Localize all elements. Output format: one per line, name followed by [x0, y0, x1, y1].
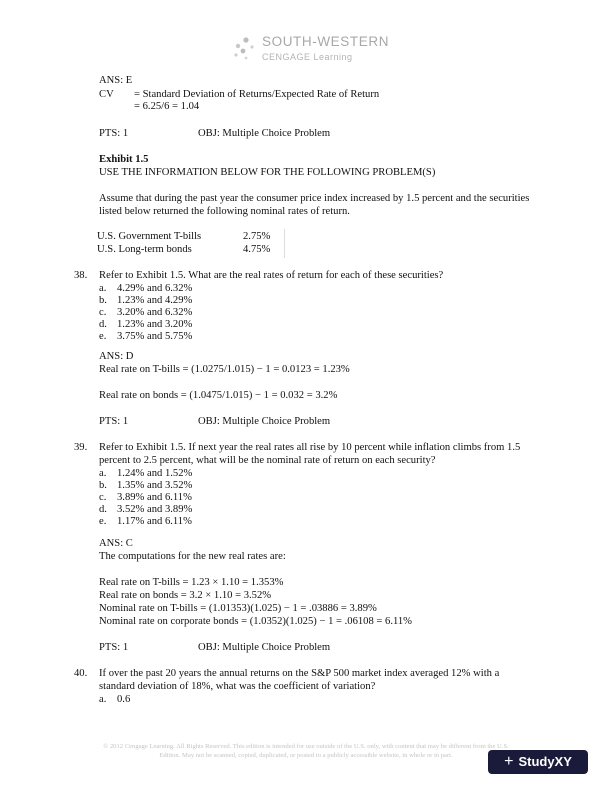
exhibit-row-label: U.S. Long-term bonds — [97, 244, 192, 255]
cv-formula-line1: = Standard Deviation of Returns/Expected Rate of Return — [134, 89, 380, 100]
copyright-line1: © 2012 Cengage Learning. All Rights Reserved. This edition is intended for use outside of the U.S. only, with content that may be different from the U.S. — [103, 743, 509, 750]
prev-answer: ANS: E — [99, 75, 133, 86]
question-text-line1: If over the past 20 years the annual returns on the S&P 500 market index averaged 12% with a — [99, 668, 500, 679]
solution-line: Nominal rate on corporate bonds = (1.0352)(1.025) − 1 = .06108 = 6.11% — [99, 616, 413, 627]
solution-intro: The computations for the new real rates are: — [99, 551, 286, 562]
choice-letter: a. — [99, 283, 107, 294]
choice-text: 3.89% and 6.11% — [117, 492, 192, 503]
answer-key: ANS: C — [99, 538, 133, 549]
cv-label: CV — [99, 89, 114, 100]
choice-text: 1.23% and 4.29% — [117, 295, 193, 306]
question-text: Refer to Exhibit 1.5. What are the real rates of return for each of these securities? — [99, 270, 444, 281]
logo-line2: CENGAGE Learning — [262, 52, 353, 62]
exhibit-row-value: 2.75% — [243, 231, 271, 242]
copyright-line2: Edition. May not be scanned, copied, duplicated, or posted to a publicly accessible website, in whole or in part. — [159, 752, 453, 759]
choice-letter: c. — [99, 492, 107, 503]
points: PTS: 1 — [99, 416, 129, 427]
question-number: 38. — [74, 270, 88, 281]
choice-letter: b. — [99, 480, 107, 491]
choice-text: 3.20% and 6.32% — [117, 307, 193, 318]
choice-letter: d. — [99, 319, 107, 330]
choice-letter: a. — [99, 694, 107, 705]
exhibit-text-line1: Assume that during the past year the consumer price index increased by 1.5 percent and the securities — [99, 193, 530, 204]
choice-letter: d. — [99, 504, 107, 515]
choice-letter: e. — [99, 331, 107, 342]
answer-key: ANS: D — [99, 351, 134, 362]
solution-line: Real rate on T-bills = 1.23 × 1.10 = 1.353% — [99, 577, 284, 588]
choice-text: 3.52% and 3.89% — [117, 504, 193, 515]
choice-text: 4.29% and 6.32% — [117, 283, 193, 294]
publisher-logo — [232, 35, 392, 65]
question-text-line1: Refer to Exhibit 1.5. If next year the real rates all rise by 10 percent while inflation climbs from 1.5 — [99, 442, 521, 453]
logo-dots-icon — [232, 35, 260, 63]
question-text-line2: standard deviation of 18%, what was the coefficient of variation? — [99, 681, 376, 692]
choice-text: 3.75% and 5.75% — [117, 331, 193, 342]
solution-line: Real rate on bonds = (1.0475/1.015) − 1 = 0.032 = 3.2% — [99, 390, 338, 401]
studyxy-badge[interactable] — [488, 750, 588, 774]
question-number: 39. — [74, 442, 88, 453]
choice-text: 0.6 — [117, 694, 131, 705]
points: PTS: 1 — [99, 642, 129, 653]
choice-text: 1.23% and 3.20% — [117, 319, 193, 330]
choice-letter: c. — [99, 307, 107, 318]
choice-letter: a. — [99, 468, 107, 479]
logo-line1: SOUTH-WESTERN — [262, 34, 390, 49]
prev-objective: OBJ: Multiple Choice Problem — [198, 128, 331, 139]
question-number: 40. — [74, 668, 88, 679]
objective: OBJ: Multiple Choice Problem — [198, 642, 331, 653]
choice-text: 1.17% and 6.11% — [117, 516, 192, 527]
solution-line: Real rate on bonds = 3.2 × 1.10 = 3.52% — [99, 590, 272, 601]
solution-line: Real rate on T-bills = (1.0275/1.015) − 1 = 0.0123 = 1.23% — [99, 364, 350, 375]
exhibit-row-value: 4.75% — [243, 244, 271, 255]
exhibit-text-line2: listed below returned the following nominal rates of return. — [99, 206, 350, 217]
choice-text: 1.24% and 1.52% — [117, 468, 193, 479]
exhibit-instruction: USE THE INFORMATION BELOW FOR THE FOLLOWING PROBLEM(S) — [99, 167, 436, 178]
exhibit-title: Exhibit 1.5 — [99, 154, 149, 165]
choice-letter: b. — [99, 295, 107, 306]
choice-letter: e. — [99, 516, 107, 527]
choice-text: 1.35% and 3.52% — [117, 480, 193, 491]
question-text-line2: percent to 2.5 percent, what will be the nominal rate of return on each security? — [99, 455, 436, 466]
prev-points: PTS: 1 — [99, 128, 129, 139]
exhibit-row-label: U.S. Government T-bills — [97, 231, 202, 242]
solution-line: Nominal rate on T-bills = (1.01353)(1.025) − 1 = .03886 = 3.89% — [99, 603, 377, 614]
cv-formula-line2: = 6.25/6 = 1.04 — [134, 101, 200, 112]
objective: OBJ: Multiple Choice Problem — [198, 416, 331, 427]
studyxy-label: StudyXY — [518, 753, 572, 769]
plus-icon: + — [504, 753, 514, 770]
